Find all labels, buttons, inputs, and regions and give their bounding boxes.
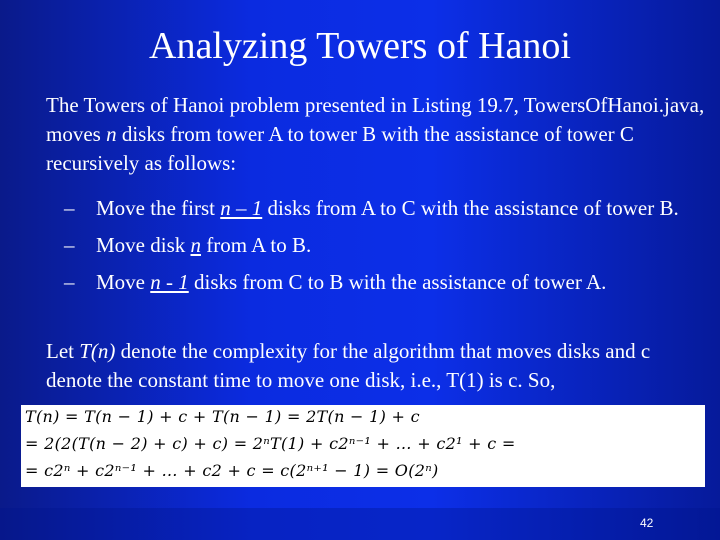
intro-text-b: disks from tower A to tower B with the assistance of tower C recursively as follows: <box>46 122 634 175</box>
dash-icon: – <box>64 196 75 220</box>
formula-line: T(n) = T(n − 1) + c + T(n − 1) = 2T(n − 1) + c <box>25 407 420 426</box>
list-item <box>64 194 704 223</box>
intro-text-a: The Towers of Hanoi problem presented in Listing 19.7, TowersOfHanoi.java, moves <box>46 93 705 146</box>
page-number: 42 <box>640 516 654 530</box>
formula-line: = c2ⁿ + c2ⁿ⁻¹ + … + c2 + c = c(2ⁿ⁺¹ − 1) = O(2ⁿ) <box>25 461 439 480</box>
step-text: Move <box>96 270 151 294</box>
complexity-text-b: denote the complexity for the algorithm that moves disks and c denote the constant time to move one disk, i.e., T(1) is c. So, <box>46 339 651 392</box>
steps-list <box>64 194 704 297</box>
step-emphasis: n – 1 <box>220 196 263 220</box>
formula-line: = 2(2(T(n − 2) + c) + c) = 2ⁿT(1) + c2ⁿ⁻¹ + … + c2¹ + c = <box>25 434 516 453</box>
complexity-text-a: Let <box>46 339 80 363</box>
intro-n: n <box>106 122 117 146</box>
list-item <box>64 231 704 260</box>
complexity-paragraph <box>46 337 706 395</box>
slide-title: Analyzing Towers of Hanoi <box>149 25 571 67</box>
step-emphasis: n - 1 <box>150 270 189 294</box>
dash-icon: – <box>64 270 75 294</box>
step-text: Move the first <box>96 196 221 220</box>
step-text: Move disk <box>96 233 191 257</box>
intro-paragraph <box>46 91 706 178</box>
formula-box <box>21 405 705 487</box>
complexity-tn: T(n) <box>79 339 116 363</box>
step-text: disks from C to B with the assistance of tower A. <box>188 270 607 294</box>
footer-bar <box>0 508 720 540</box>
dash-icon: – <box>64 233 75 257</box>
list-item <box>64 268 704 297</box>
step-emphasis: n <box>190 233 201 257</box>
step-text: disks from A to C with the assistance of tower B. <box>262 196 679 220</box>
step-text: from A to B. <box>201 233 312 257</box>
